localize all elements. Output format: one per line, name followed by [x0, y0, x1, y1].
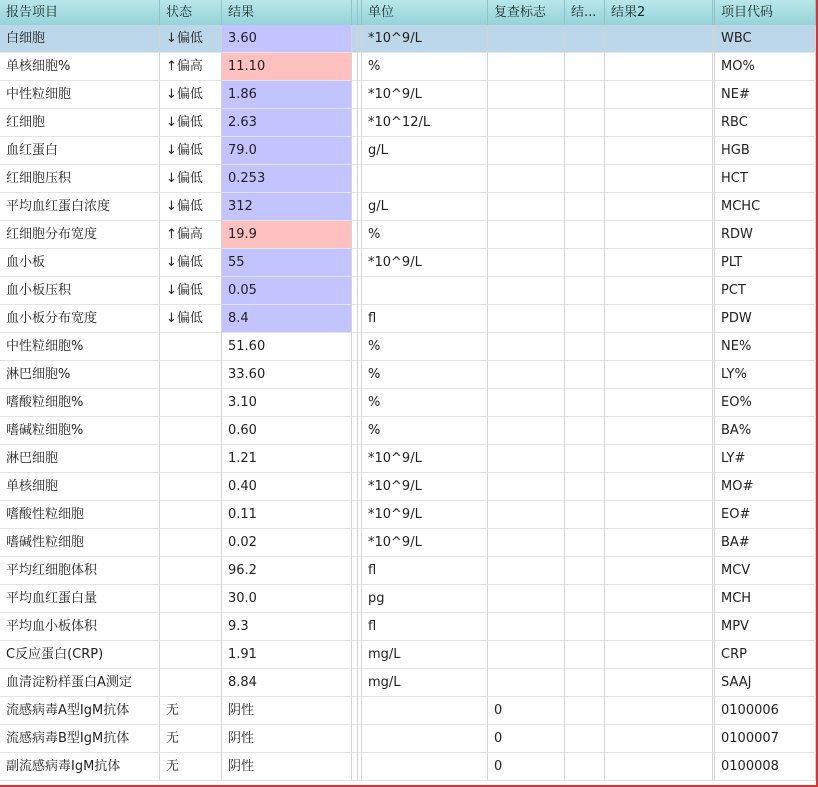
- cell-status: ↓偏低: [160, 277, 222, 305]
- cell-code: 0100006: [715, 697, 816, 725]
- cell-result: 1.21: [222, 445, 352, 473]
- cell-status: ↓偏低: [160, 81, 222, 109]
- cell-unit: %: [362, 221, 488, 249]
- cell-status: [160, 473, 222, 501]
- cell-result: 33.60: [222, 361, 352, 389]
- cell-unit: pg: [362, 585, 488, 613]
- cell-status: [160, 389, 222, 417]
- cell-review: [488, 333, 565, 361]
- cell-result2: [605, 305, 713, 333]
- cell-item: 血清淀粉样蛋白A测定: [0, 669, 160, 697]
- table-row[interactable]: [0, 81, 816, 109]
- cell-result: 19.9: [222, 221, 352, 249]
- cell-unit: %: [362, 333, 488, 361]
- cell-result-short: [565, 669, 605, 697]
- table-row[interactable]: [0, 249, 816, 277]
- cell-review: [488, 557, 565, 585]
- cell-item: 单核细胞%: [0, 53, 160, 81]
- cell-result-short: [565, 445, 605, 473]
- cell-result: 阴性: [222, 725, 352, 753]
- cell-status: ↓偏低: [160, 193, 222, 221]
- table-row[interactable]: [0, 753, 816, 781]
- cell-review: [488, 193, 565, 221]
- cell-status: [160, 417, 222, 445]
- cell-result-short: [565, 333, 605, 361]
- cell-code: MO#: [715, 473, 816, 501]
- cell-status: ↓偏低: [160, 109, 222, 137]
- column-header-item[interactable]: 报告项目: [0, 0, 160, 25]
- cell-result2: [605, 81, 713, 109]
- cell-code: SAAJ: [715, 669, 816, 697]
- cell-result-short: [565, 753, 605, 781]
- cell-result2: [605, 529, 713, 557]
- cell-code: 0100008: [715, 753, 816, 781]
- cell-result: 9.3: [222, 613, 352, 641]
- table-row[interactable]: [0, 641, 816, 669]
- table-row[interactable]: [0, 305, 816, 333]
- cell-result2: [605, 25, 713, 53]
- cell-result-short: [565, 529, 605, 557]
- cell-review: [488, 361, 565, 389]
- cell-review: [488, 53, 565, 81]
- table-row[interactable]: [0, 193, 816, 221]
- cell-result: 8.4: [222, 305, 352, 333]
- cell-result2: [605, 165, 713, 193]
- cell-unit: g/L: [362, 193, 488, 221]
- cell-code: RDW: [715, 221, 816, 249]
- cell-result: 0.05: [222, 277, 352, 305]
- table-row[interactable]: [0, 725, 816, 753]
- cell-result2: [605, 697, 713, 725]
- cell-status: 无: [160, 725, 222, 753]
- cell-item: 血小板: [0, 249, 160, 277]
- cell-status: [160, 585, 222, 613]
- cell-result: 0.11: [222, 501, 352, 529]
- cell-review: [488, 389, 565, 417]
- cell-result2: [605, 53, 713, 81]
- cell-result2: [605, 501, 713, 529]
- cell-unit: *10^9/L: [362, 501, 488, 529]
- cell-code: LY%: [715, 361, 816, 389]
- cell-item: 流感病毒A型IgM抗体: [0, 697, 160, 725]
- cell-result2: [605, 137, 713, 165]
- cell-result-short: [565, 305, 605, 333]
- column-header-review[interactable]: 复查标志: [488, 0, 565, 25]
- cell-code: 0100007: [715, 725, 816, 753]
- cell-result: 51.60: [222, 333, 352, 361]
- cell-review: [488, 25, 565, 53]
- cell-unit: *10^9/L: [362, 81, 488, 109]
- cell-status: [160, 529, 222, 557]
- cell-status: ↓偏低: [160, 249, 222, 277]
- cell-unit: *10^9/L: [362, 473, 488, 501]
- cell-result-short: [565, 221, 605, 249]
- cell-item: 血小板分布宽度: [0, 305, 160, 333]
- table-row[interactable]: [0, 25, 816, 53]
- cell-unit: g/L: [362, 137, 488, 165]
- cell-status: [160, 557, 222, 585]
- cell-item: 红细胞: [0, 109, 160, 137]
- cell-status: [160, 501, 222, 529]
- table-row[interactable]: [0, 697, 816, 725]
- cell-code: MCH: [715, 585, 816, 613]
- cell-unit: [362, 277, 488, 305]
- cell-result-short: [565, 25, 605, 53]
- cell-result2: [605, 585, 713, 613]
- table-row[interactable]: [0, 669, 816, 697]
- cell-result: 1.91: [222, 641, 352, 669]
- cell-code: RBC: [715, 109, 816, 137]
- cell-result2: [605, 753, 713, 781]
- cell-review: [488, 109, 565, 137]
- cell-result: 0.60: [222, 417, 352, 445]
- cell-result: 55: [222, 249, 352, 277]
- cell-result2: [605, 613, 713, 641]
- cell-result-short: [565, 697, 605, 725]
- cell-review: [488, 641, 565, 669]
- table-header: [0, 0, 816, 26]
- cell-unit: fl: [362, 305, 488, 333]
- cell-unit: [362, 725, 488, 753]
- cell-review: [488, 165, 565, 193]
- cell-result2: [605, 221, 713, 249]
- cell-unit: *10^9/L: [362, 529, 488, 557]
- cell-result-short: [565, 137, 605, 165]
- cell-item: 中性粒细胞%: [0, 333, 160, 361]
- cell-item: 血红蛋白: [0, 137, 160, 165]
- cell-unit: [362, 697, 488, 725]
- table-row[interactable]: [0, 557, 816, 585]
- cell-result2: [605, 445, 713, 473]
- cell-unit: [362, 753, 488, 781]
- cell-review: [488, 277, 565, 305]
- cell-result2: [605, 277, 713, 305]
- cell-item: 副流感病毒IgM抗体: [0, 753, 160, 781]
- cell-unit: *10^9/L: [362, 25, 488, 53]
- cell-result: 96.2: [222, 557, 352, 585]
- cell-result-short: [565, 389, 605, 417]
- cell-code: HCT: [715, 165, 816, 193]
- cell-result: 8.84: [222, 669, 352, 697]
- table-row[interactable]: [0, 277, 816, 305]
- cell-result-short: [565, 249, 605, 277]
- table-row[interactable]: [0, 221, 816, 249]
- cell-review: [488, 669, 565, 697]
- cell-code: NE#: [715, 81, 816, 109]
- cell-result-short: [565, 53, 605, 81]
- cell-review: [488, 417, 565, 445]
- cell-item: 平均血小板体积: [0, 613, 160, 641]
- column-header-result-short[interactable]: 结...: [565, 0, 605, 25]
- cell-item: 嗜碱性粒细胞: [0, 529, 160, 557]
- cell-result2: [605, 557, 713, 585]
- cell-item: 红细胞压积: [0, 165, 160, 193]
- column-header-result2[interactable]: 结果2: [605, 0, 713, 25]
- cell-review: [488, 81, 565, 109]
- cell-result: 312: [222, 193, 352, 221]
- cell-item: 中性粒细胞: [0, 81, 160, 109]
- cell-review: [488, 473, 565, 501]
- cell-result-short: [565, 165, 605, 193]
- table-row[interactable]: [0, 389, 816, 417]
- cell-review: [488, 501, 565, 529]
- cell-result2: [605, 249, 713, 277]
- cell-item: C反应蛋白(CRP): [0, 641, 160, 669]
- cell-code: PLT: [715, 249, 816, 277]
- cell-status: [160, 641, 222, 669]
- cell-review: [488, 613, 565, 641]
- cell-code: MO%: [715, 53, 816, 81]
- cell-code: MPV: [715, 613, 816, 641]
- cell-code: MCV: [715, 557, 816, 585]
- cell-unit: fl: [362, 557, 488, 585]
- cell-unit: *10^9/L: [362, 445, 488, 473]
- cell-result: 0.253: [222, 165, 352, 193]
- cell-result2: [605, 641, 713, 669]
- cell-result-short: [565, 641, 605, 669]
- cell-review: [488, 249, 565, 277]
- cell-status: [160, 333, 222, 361]
- cell-status: [160, 445, 222, 473]
- cell-result-short: [565, 81, 605, 109]
- cell-code: MCHC: [715, 193, 816, 221]
- cell-result: 11.10: [222, 53, 352, 81]
- column-header-unit[interactable]: 单位: [362, 0, 488, 25]
- cell-result: 3.60: [222, 25, 352, 53]
- table-row[interactable]: [0, 473, 816, 501]
- cell-code: BA#: [715, 529, 816, 557]
- cell-item: 平均血红蛋白量: [0, 585, 160, 613]
- cell-result: 阴性: [222, 697, 352, 725]
- cell-result: 30.0: [222, 585, 352, 613]
- cell-status: [160, 669, 222, 697]
- cell-review: 0: [488, 753, 565, 781]
- cell-result-short: [565, 585, 605, 613]
- table-row[interactable]: [0, 53, 816, 81]
- cell-item: 嗜酸粒细胞%: [0, 389, 160, 417]
- cell-unit: %: [362, 417, 488, 445]
- column-header-result[interactable]: 结果: [222, 0, 352, 25]
- cell-result-short: [565, 725, 605, 753]
- cell-result-short: [565, 613, 605, 641]
- cell-status: ↓偏低: [160, 165, 222, 193]
- cell-item: 红细胞分布宽度: [0, 221, 160, 249]
- cell-status: ↑偏高: [160, 53, 222, 81]
- table-row[interactable]: [0, 361, 816, 389]
- cell-unit: %: [362, 53, 488, 81]
- cell-status: 无: [160, 697, 222, 725]
- cell-unit: mg/L: [362, 641, 488, 669]
- table-row[interactable]: [0, 501, 816, 529]
- cell-unit: [362, 165, 488, 193]
- cell-item: 平均红细胞体积: [0, 557, 160, 585]
- cell-unit: *10^9/L: [362, 249, 488, 277]
- table-row[interactable]: [0, 165, 816, 193]
- table-row[interactable]: [0, 445, 816, 473]
- cell-result: 3.10: [222, 389, 352, 417]
- cell-status: [160, 613, 222, 641]
- table-row[interactable]: [0, 109, 816, 137]
- cell-code: HGB: [715, 137, 816, 165]
- cell-code: CRP: [715, 641, 816, 669]
- cell-item: 淋巴细胞: [0, 445, 160, 473]
- cell-result: 79.0: [222, 137, 352, 165]
- cell-item: 单核细胞: [0, 473, 160, 501]
- cell-status: ↓偏低: [160, 25, 222, 53]
- cell-item: 嗜碱粒细胞%: [0, 417, 160, 445]
- cell-result2: [605, 389, 713, 417]
- cell-result-short: [565, 193, 605, 221]
- cell-result2: [605, 669, 713, 697]
- column-header-code[interactable]: 项目代码: [715, 0, 816, 25]
- cell-item: 白细胞: [0, 25, 160, 53]
- table-row[interactable]: [0, 585, 816, 613]
- cell-result2: [605, 193, 713, 221]
- cell-result-short: [565, 109, 605, 137]
- cell-result: 0.02: [222, 529, 352, 557]
- cell-status: ↑偏高: [160, 221, 222, 249]
- table-row[interactable]: [0, 613, 816, 641]
- cell-item: 嗜酸性粒细胞: [0, 501, 160, 529]
- cell-status: [160, 361, 222, 389]
- cell-code: PCT: [715, 277, 816, 305]
- cell-code: LY#: [715, 445, 816, 473]
- cell-unit: %: [362, 389, 488, 417]
- cell-result2: [605, 417, 713, 445]
- cell-review: [488, 585, 565, 613]
- cell-status: ↓偏低: [160, 305, 222, 333]
- cell-result: 1.86: [222, 81, 352, 109]
- cell-review: [488, 137, 565, 165]
- cell-code: NE%: [715, 333, 816, 361]
- cell-result: 阴性: [222, 753, 352, 781]
- cell-result-short: [565, 557, 605, 585]
- cell-unit: *10^12/L: [362, 109, 488, 137]
- cell-review: [488, 445, 565, 473]
- cell-review: [488, 529, 565, 557]
- cell-review: 0: [488, 697, 565, 725]
- cell-result-short: [565, 501, 605, 529]
- table-row[interactable]: [0, 417, 816, 445]
- cell-review: [488, 221, 565, 249]
- cell-result2: [605, 473, 713, 501]
- cell-result2: [605, 361, 713, 389]
- cell-unit: %: [362, 361, 488, 389]
- cell-item: 平均血红蛋白浓度: [0, 193, 160, 221]
- cell-item: 流感病毒B型IgM抗体: [0, 725, 160, 753]
- table-row[interactable]: [0, 333, 816, 361]
- cell-unit: fl: [362, 613, 488, 641]
- cell-result-short: [565, 277, 605, 305]
- cell-status: ↓偏低: [160, 137, 222, 165]
- cell-result2: [605, 109, 713, 137]
- cell-code: BA%: [715, 417, 816, 445]
- cell-item: 淋巴细胞%: [0, 361, 160, 389]
- table-row[interactable]: [0, 137, 816, 165]
- cell-result-short: [565, 417, 605, 445]
- cell-result2: [605, 333, 713, 361]
- cell-result: 2.63: [222, 109, 352, 137]
- cell-code: EO%: [715, 389, 816, 417]
- cell-result2: [605, 725, 713, 753]
- cell-status: 无: [160, 753, 222, 781]
- cell-code: WBC: [715, 25, 816, 53]
- table-row[interactable]: [0, 529, 816, 557]
- cell-unit: mg/L: [362, 669, 488, 697]
- cell-review: [488, 305, 565, 333]
- cell-result-short: [565, 473, 605, 501]
- cell-review: 0: [488, 725, 565, 753]
- column-header-status[interactable]: 状态: [160, 0, 222, 25]
- cell-item: 血小板压积: [0, 277, 160, 305]
- cell-result: 0.40: [222, 473, 352, 501]
- cell-result-short: [565, 361, 605, 389]
- cell-code: EO#: [715, 501, 816, 529]
- cell-code: PDW: [715, 305, 816, 333]
